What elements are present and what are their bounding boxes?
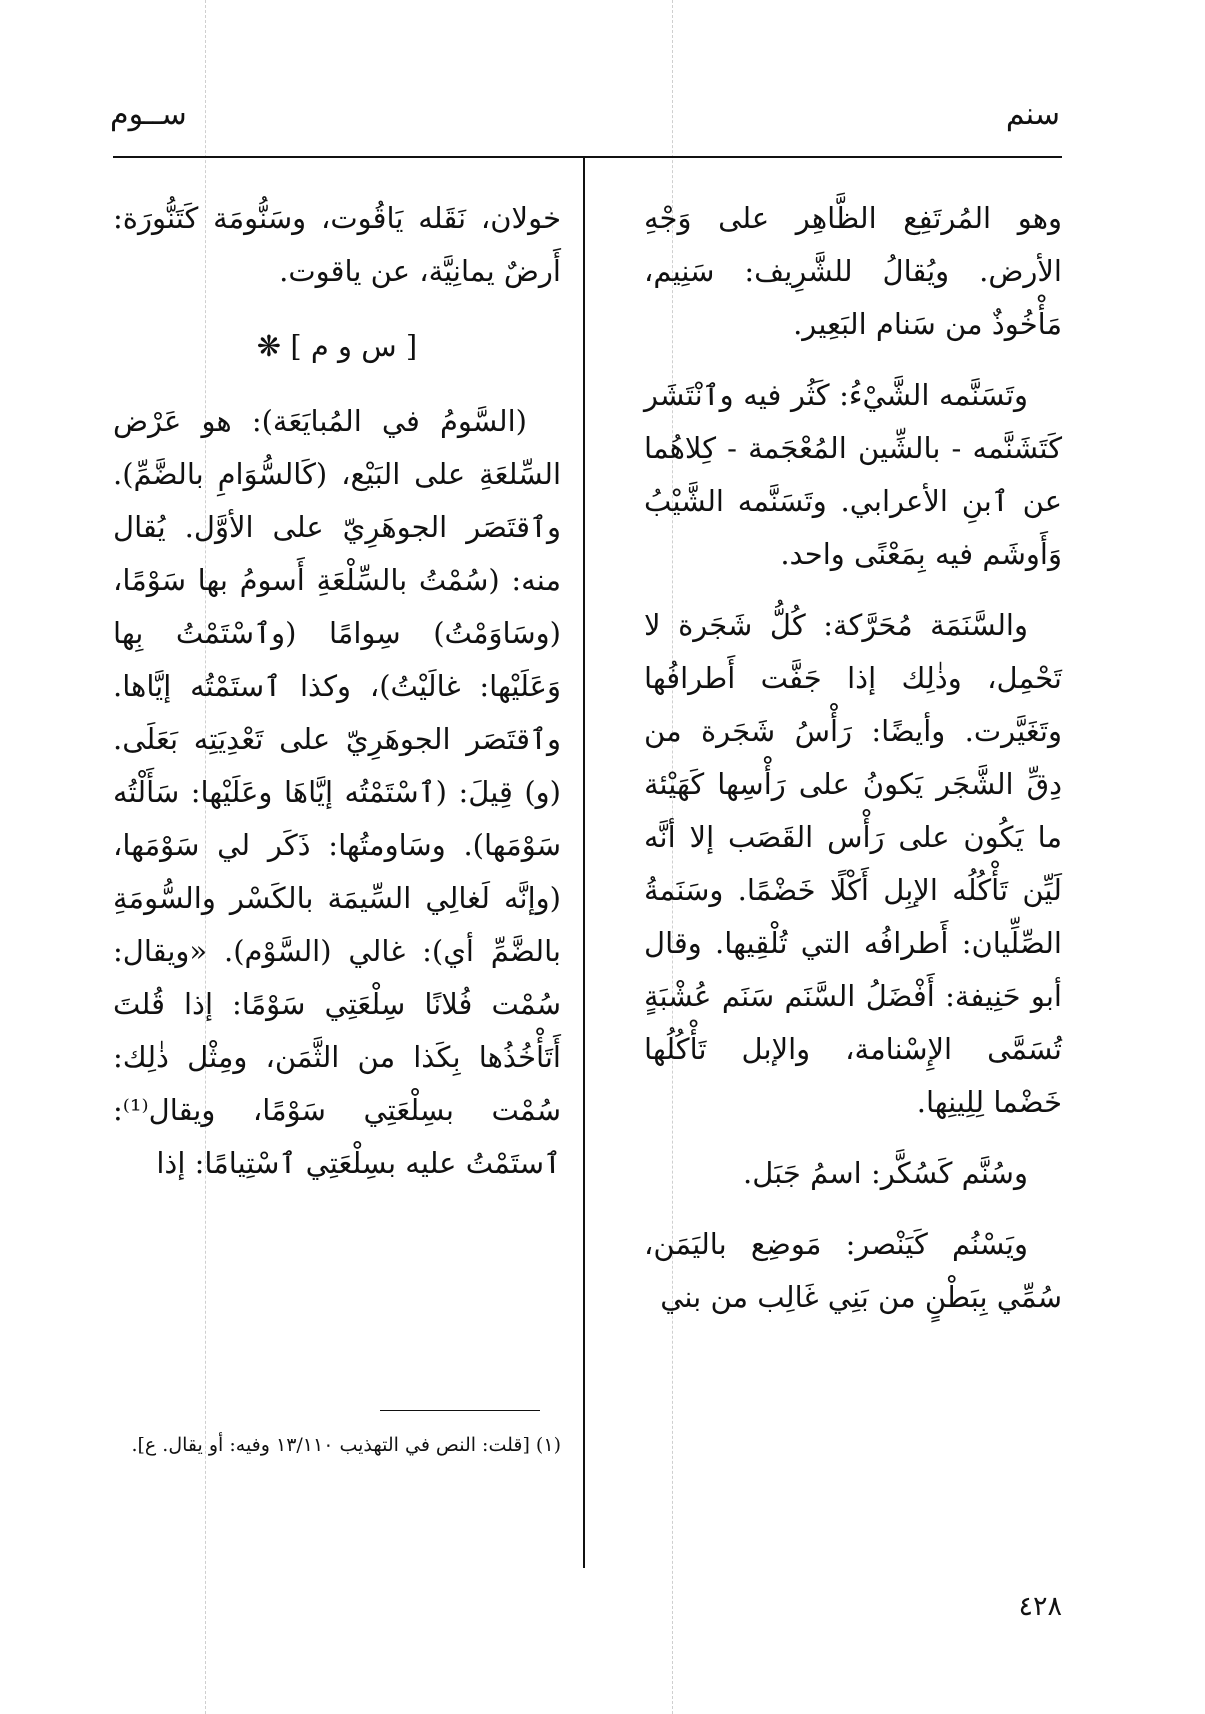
- right-paragraph-2: وتَسَنَّمه الشَّيْءُ: كَثُر فيه وٱنْتَشَر كَتَشَنَّمه - بالشِّين المُعْجَمة - كِلاهُما عن ٱبنِ الأعرابي. وتَسَنَّمه الشَّيْبُ وَأَوشَم فيه بِمَعْنًى واحد.: [644, 378, 1062, 571]
- left-intro: خولان، نَقَله يَاقُوت، وسَنُّومَة كَتَنُّورَة: أَرضٌ يمانِيَّة، عن ياقوت.: [113, 201, 561, 288]
- right-paragraph-3: والسَّنَمَة مُحَرَّكة: كُلُّ شَجَرة لا تَحْمِل، وذٰلِك إذا جَفَّت أَطرافُها وتَغَيَّرت. وأيضًا: رَأْسُ شَجَرة من دِقِّ الشَّجَر يَكونُ على رَأْسِها كَهَيْئة ما يَكُون على رَأْس القَصَب إلا أنَّه لَيِّن تَأْكُلُه الإبِل أَكْلًا خَضْمًا. وسَنَمةُ الصِّلِّيان: أَطرافُه التي تُلْقِيها. وقال أبو حَنِيفة: أَفْضَلُ السَّنَم سَنَم عُشْبَةٍ تُسَمَّى الإِسْنامة، والإبل تَأْكُلُها خَضْما لِلِينِها.: [644, 608, 1062, 1119]
- right-paragraph-1: وهو المُرتَفِع الظَّاهِر على وَجْهِ الأرض. ويُقالُ للشَّرِيف: سَنِيم، مَأْخُوذٌ من سَنام البَعِير.: [644, 201, 1062, 341]
- left-column: [113, 192, 561, 1190]
- right-column: [644, 192, 1062, 1324]
- section-heading: [ س و م ] ❋: [256, 329, 418, 363]
- header-root-word-left: ســوم: [110, 97, 187, 132]
- header-root-word-right: سنم: [1005, 97, 1060, 132]
- footnote: (١) [قلت: النص في التهذيب ١٣/١١٠ وفيه: أو يقال. ع].: [131, 1434, 561, 1456]
- footnote-rule: [380, 1410, 540, 1411]
- right-paragraph-5: ويَسْنُم كَيَنْصر: مَوضِع باليَمَن، سُمِّي بِبَطْنٍ من بَنِي غَالِب من بني: [644, 1227, 1062, 1314]
- right-paragraph-4: وسُنَّم كَسُكَّر: اسمُ جَبَل.: [743, 1156, 1028, 1190]
- left-body: (السَّومُ في المُبايَعَة): هو عَرْض السِّلعَةِ على البَيْع، (كَالسُّوَامِ بالضَّمِّ). وٱقتَصَر الجوهَرِيّ على الأوَّل. يُقال منه: (سُمْتُ بالسِّلْعَةِ أَسومُ بها سَوْمًا، (وسَاوَمْتُ) سِوامًا (وٱسْتَمْتُ بِها وَعَلَيْها: غالَيْتُ)، وكذا ٱستَمْتُه إيَّاها. وٱقتَصَر الجوهَرِيّ على تَعْدِيَتِه بَعَلَى. (و) قِيلَ: (ٱسْتَمْتُه إيَّاهَا وعَلَيْها: سَأَلْتُه سَوْمَها). وسَاومتُها: ذَكَر لي سَوْمَها، (وإنَّه لَغالِي السِّيمَة بالكَسْر والسُّومَةِ بالضَّمِّ أي): غالي (السَّوْم). «ويقال: سُمْت فُلانًا سِلْعَتِي سَوْمًا: إذا قُلتَ أَتَأْخُذُها بِكَذا من الثَّمَن، ومِثْل ذٰلِك: سُمْت بسِلْعَتِي سَوْمًا، ويقال⁽¹⁾: ٱستَمْتُ عليه بسِلْعَتِي ٱسْتِيامًا: إذا: [113, 404, 561, 1180]
- page-number: ٤٢٨: [1018, 1591, 1062, 1622]
- column-divider: [583, 158, 585, 1568]
- header-rule: [113, 156, 1062, 158]
